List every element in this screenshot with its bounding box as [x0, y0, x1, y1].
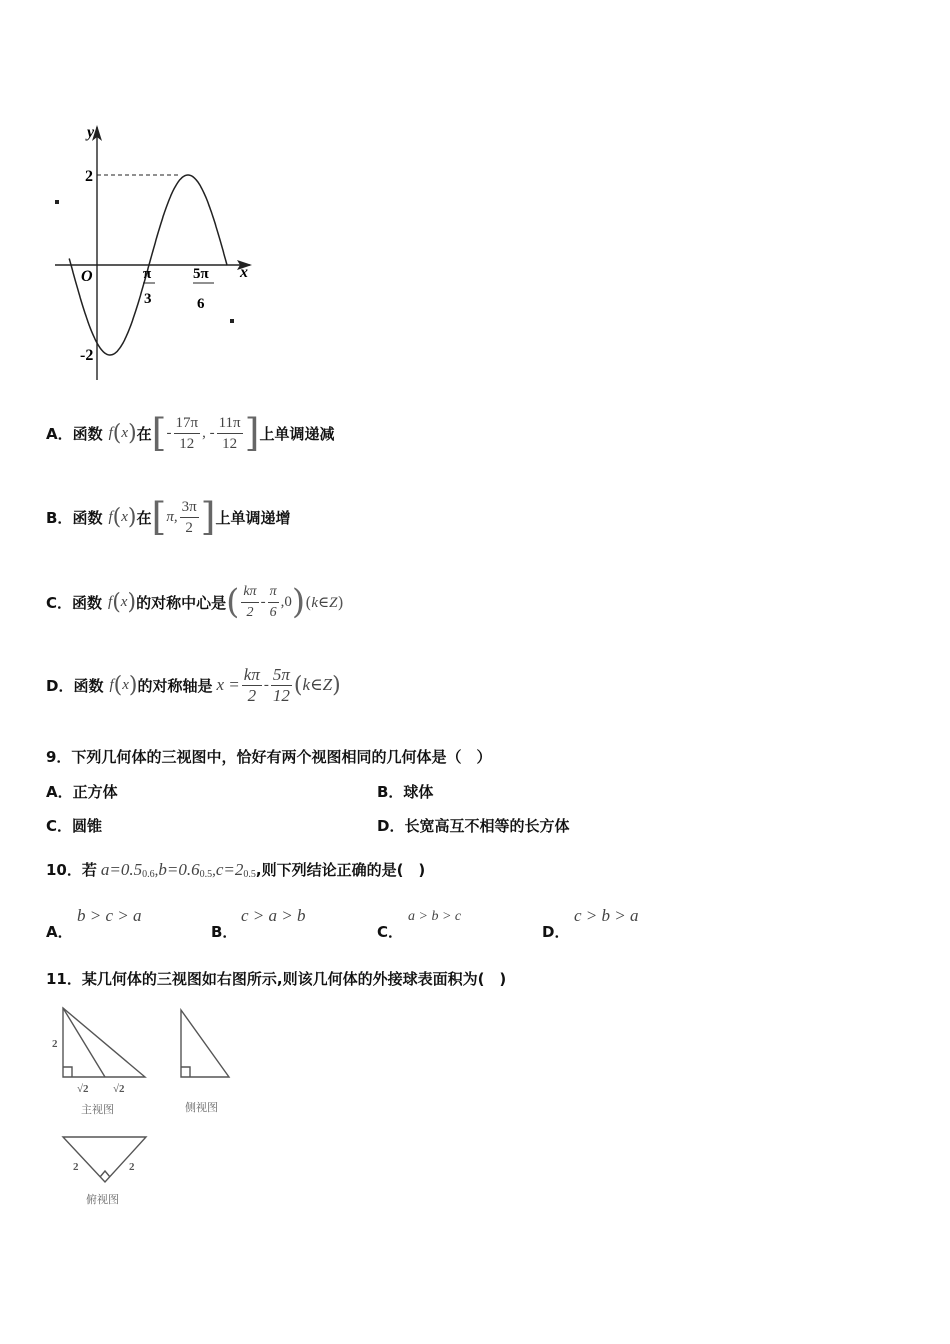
option-text: 函数 [72, 593, 103, 612]
right-bracket: ] [200, 495, 216, 539]
question-number: 10．若 [46, 861, 97, 879]
origin-label: O [81, 268, 93, 285]
condition: k∈Z [311, 594, 338, 611]
q9-option-c: C．圆锥 [46, 817, 103, 835]
q10-option-b-label: B． [211, 923, 238, 941]
q9-option-b: B．球体 [377, 783, 434, 801]
left-bracket: [ [151, 495, 167, 539]
b-exponent: 0.5 [199, 869, 213, 880]
question-tail: ,则下列结论正确的是( ) [255, 861, 426, 879]
x-equals: x = [216, 675, 240, 694]
top-view [63, 1137, 146, 1182]
y-max-label: 2 [85, 168, 93, 185]
option-text: 上单调递增 [215, 508, 291, 527]
y-axis-label: y [87, 124, 95, 141]
three-views-figure [48, 1000, 248, 1215]
func-var: x [121, 424, 129, 441]
left-bracket: [ [151, 411, 167, 455]
q8-option-c: C． 函数 f ( x ) 的对称中心是 ( $\frac{k\pi}{2}$ - $\frac{\pi}{6}$ ,0 ) ( k∈Z ) [46, 582, 344, 622]
func-name: f [108, 593, 113, 610]
front-view [63, 1008, 145, 1077]
top-right-label: 2 [129, 1161, 135, 1173]
tick2-denominator: 6 [197, 296, 205, 312]
tick1-numerator: π [143, 266, 152, 282]
front-base-left-label: √2 [77, 1083, 89, 1095]
right-paren: ) [291, 582, 306, 622]
option-text: 的对称中心是 [136, 593, 227, 612]
q8-option-b: B． 函数 f ( x ) 在 [ π, $\frac{3\pi}{2}$ ] 上单调递增 [46, 495, 291, 539]
fraction: $\frac{3\pi}{2}$ [181, 498, 197, 536]
a-exponent: 0.6 [142, 869, 155, 880]
func-name: f [109, 676, 114, 693]
q9-option-d: D．长宽高互不相等的长方体 [377, 817, 570, 835]
top-left-label: 2 [73, 1161, 79, 1173]
q10-option-a-label: A． [46, 923, 73, 941]
option-text: 函数 [72, 424, 103, 443]
option-text: 函数 [72, 508, 103, 527]
q10-stem: 10．若 a=0.5 $_{0.6}$ , b=0.6 $_{0.5}$ , c=2 $_{0.5}$ ,则下列结论正确的是( ) [46, 860, 426, 880]
front-height-label: 2 [52, 1038, 58, 1050]
option-text: 在 [136, 424, 152, 443]
q10-option-d-label: D． [542, 923, 570, 941]
fraction: $\frac{k\pi}{2}$ [243, 583, 257, 620]
q10-option-d: c > b > a [574, 906, 639, 925]
a-def: a=0.5 [100, 860, 143, 879]
option-text: 上单调递减 [259, 424, 335, 443]
front-base-right-label: √2 [113, 1083, 125, 1095]
front-view-label: 主视图 [81, 1104, 114, 1116]
sine-graph [40, 115, 270, 390]
y-min-label: -2 [80, 347, 94, 364]
option-letter: C． [46, 593, 73, 612]
c-exponent: 0.5 [243, 869, 256, 880]
q8-option-d: D． 函数 f ( x ) 的对称轴是 x = $\frac{k\pi}{2}$ - $\frac{5\pi}{12}$ ( k∈Z ) [46, 664, 341, 705]
fraction: $\frac{k\pi}{2}$ [243, 664, 260, 705]
tick1-denominator: 3 [144, 291, 152, 307]
left-paren: ( [226, 582, 240, 622]
option-text: 的对称轴是 [137, 676, 213, 695]
option-letter: B． [46, 508, 73, 527]
q11-stem: 11．某几何体的三视图如右图所示,则该几何体的外接球表面积为( ) [46, 970, 507, 988]
fraction: $\frac{5\pi}{12}$ [272, 664, 290, 705]
fraction: $\frac{17\pi}{12}$ [175, 414, 199, 452]
side-view [181, 1010, 229, 1077]
func-var: x [120, 593, 128, 610]
q10-option-a: b > c > a [77, 906, 142, 925]
q10-option-c-label: C． [377, 923, 404, 941]
q10-option-c: a > b > c [408, 909, 462, 924]
fraction: $\frac{\pi}{6}$ [269, 583, 277, 620]
right-bracket: ] [244, 411, 260, 455]
curve-end-point [230, 319, 234, 323]
x-axis-label: x [240, 264, 248, 281]
option-text: 在 [136, 508, 152, 527]
b-def: b=0.6 [158, 860, 200, 879]
func-name: f [108, 508, 113, 525]
zero-value: ,0 [280, 593, 292, 610]
option-letter: A． [46, 424, 73, 443]
option-text: 函数 [73, 676, 104, 695]
curve-start-point [55, 200, 59, 204]
func-var: x [122, 676, 129, 693]
func-var: x [121, 508, 128, 525]
top-view-label: 俯视图 [86, 1194, 119, 1206]
condition: k∈Z [302, 675, 333, 694]
side-view-label: 侧视图 [185, 1102, 218, 1114]
q9-option-a: A．正方体 [46, 783, 118, 801]
fraction: $\frac{11\pi}{12}$ [218, 414, 241, 452]
q8-option-a: A． 函数 f ( x ) 在 [ - $\frac{17\pi}{12}$ , - $\frac{11\pi}{12}$ ] 上单调递减 [46, 411, 335, 455]
pi-value: π, [166, 508, 178, 525]
tick2-numerator: 5π [193, 266, 209, 282]
c-def: c=2 [215, 860, 244, 879]
q9-stem: 9．下列几何体的三视图中，恰好有两个视图相同的几何体是（ ） [46, 748, 492, 766]
q10-option-b: c > a > b [241, 906, 306, 925]
option-letter: D． [46, 676, 74, 695]
func-name: f [108, 424, 113, 441]
